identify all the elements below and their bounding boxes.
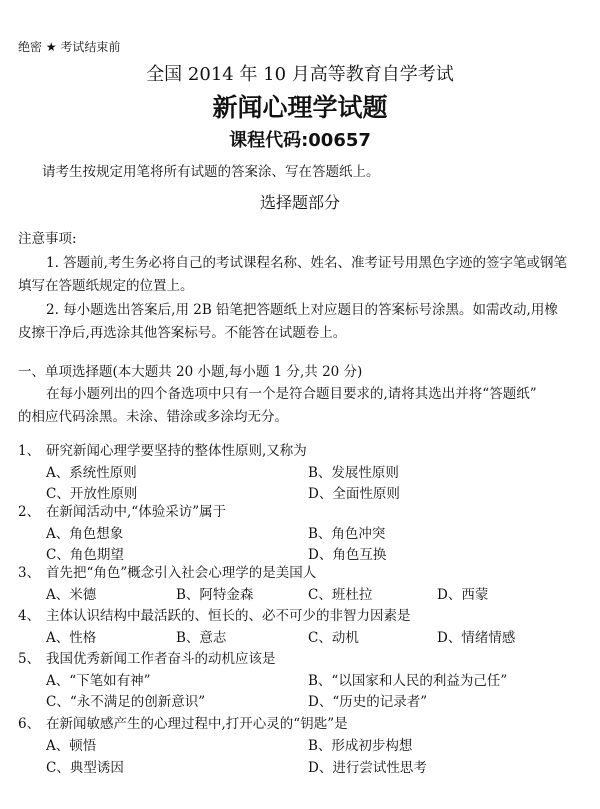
option-d: D、角色互换 — [308, 547, 387, 563]
option-d: D、全面性原则 — [308, 486, 400, 502]
option-c: C、开放性原则 — [46, 486, 138, 502]
question-text: 主体认识结构中最活跃的、恒长的、必不可少的非智力因素是 — [46, 608, 411, 624]
question-text: 在新闻活动中,“体验采访”属于 — [46, 504, 227, 520]
option-a: A、性格 — [46, 630, 97, 646]
option-b: B、阿特金森 — [176, 587, 254, 603]
option-a: A、米德 — [46, 587, 97, 603]
question-number: 5、 — [18, 651, 41, 667]
course-code: 课程代码:00657 — [229, 130, 371, 151]
note-1-line-1: 1. 答题前,考生务必将自己的考试课程名称、姓名、准考证号用黑色字迹的签字笔或钢笔 — [46, 255, 567, 271]
option-c: C、角色期望 — [46, 547, 124, 563]
option-c: C、班杜拉 — [308, 587, 373, 603]
option-a: A、“下笔如有神” — [46, 673, 151, 689]
question-number: 6、 — [18, 716, 41, 732]
option-b: B、发展性原则 — [308, 465, 399, 481]
note-1-line-2: 填写在答题纸规定的位置上。 — [18, 278, 194, 294]
question-text: 我国优秀新闻工作者奋斗的动机应该是 — [46, 651, 276, 667]
note-2-line-1: 2. 每小题选出答案后,用 2B 铅笔把答题纸上对应题目的答案标号涂黑。如需改动,用橡 — [46, 302, 558, 318]
general-instruction: 请考生按规定用笔将所有试题的答案涂、写在答题纸上。 — [42, 164, 380, 180]
option-c: C、动机 — [308, 630, 359, 646]
option-a: A、顿悟 — [46, 738, 97, 754]
option-d: D、“历史的记录者” — [308, 694, 428, 710]
option-c: C、“永不满足的创新意识” — [46, 694, 206, 710]
question-number: 4、 — [18, 608, 41, 624]
section-desc-line-2: 的相应代码涂黑。未涂、错涂或多涂均无分。 — [18, 409, 288, 425]
option-b: B、意志 — [176, 630, 227, 646]
option-b: B、“以国家和人民的利益为己任” — [308, 673, 508, 689]
exam-title: 全国 2014 年 10 月高等教育自学考试 — [146, 64, 454, 85]
subject-title: 新闻心理学试题 — [212, 93, 388, 122]
option-b: B、角色冲突 — [308, 526, 386, 542]
option-d: D、情绪情感 — [437, 630, 516, 646]
option-a: A、角色想象 — [46, 526, 124, 542]
question-number: 1、 — [18, 443, 41, 459]
option-b: B、形成初步构想 — [308, 738, 413, 754]
part-title: 选择题部分 — [259, 193, 340, 212]
question-text: 在新闻敏感产生的心理过程中,打开心灵的“钥匙”是 — [46, 716, 348, 732]
option-d: D、西蒙 — [437, 587, 489, 603]
question-text: 首先把“角色”概念引入社会心理学的是美国人 — [46, 565, 317, 581]
option-a: A、系统性原则 — [46, 465, 137, 481]
question-text: 研究新闻心理学要坚持的整体性原则,又称为 — [46, 443, 307, 459]
option-c: C、典型诱因 — [46, 760, 124, 776]
question-number: 2、 — [18, 504, 41, 520]
confidential-label: 绝密 ★ 考试结束前 — [18, 40, 121, 54]
section-heading: 一、单项选择题(本大题共 20 小题,每小题 1 分,共 20 分) — [18, 364, 363, 380]
section-desc-line-1: 在每小题列出的四个备选项中只有一个是符合题目要求的,请将其选出并将“答题纸” — [46, 386, 537, 402]
option-d: D、进行尝试性思考 — [308, 760, 427, 776]
question-number: 3、 — [18, 565, 41, 581]
notes-title: 注意事项: — [18, 231, 77, 247]
note-2-line-2: 皮擦干净后,再选涂其他答案标号。不能答在试题卷上。 — [18, 325, 347, 341]
